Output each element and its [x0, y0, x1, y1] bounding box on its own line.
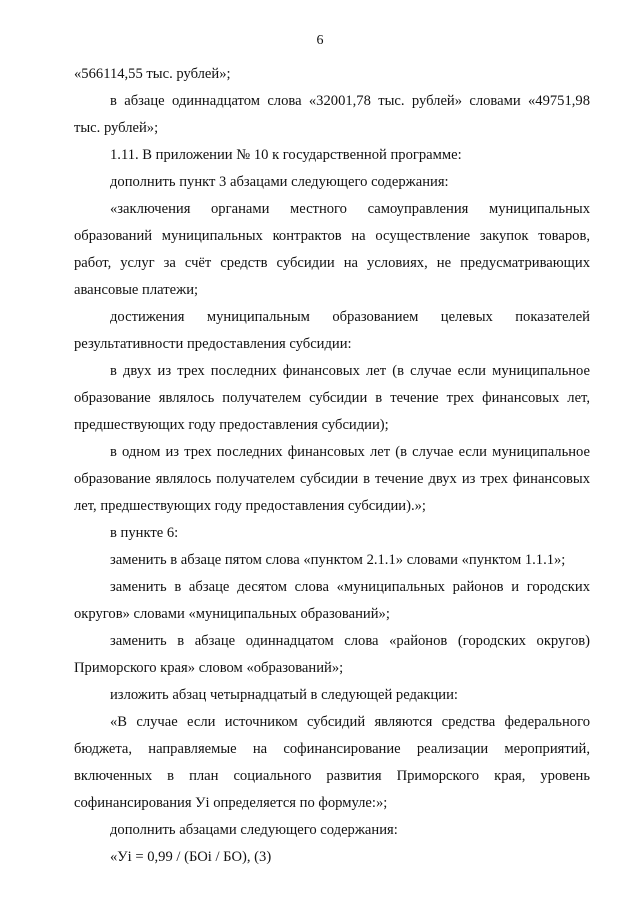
page-number: 6 — [316, 33, 324, 48]
paragraph-amount-1: «566114,55 тыс. рублей»; — [74, 66, 231, 82]
document-body — [74, 61, 590, 871]
formula-line: «Уi = 0,99 / (БОi / БО), (3) — [110, 849, 272, 865]
paragraph-federal-budget: «В случае если источником субсидий являются средства федерального бюджета, направляемые на софинансирование реализации мероприятий, включенных в план социального развития Приморского края, уровень софинансирования Уi определяется по формуле:»; — [74, 714, 590, 811]
paragraph-section-1-11: 1.11. В приложении № 10 к государственной программе: — [110, 147, 462, 163]
paragraph-point-6: в пункте 6: — [110, 525, 179, 541]
paragraph-restate-14th: изложить абзац четырнадцатый в следующей редакции: — [110, 687, 458, 703]
paragraph-one-of-three: в одном из трех последних финансовых лет (в случае если муниципальное образование являлось получателем субсидии в течение двух из трех финансовых лет, предшествующих году предоставления субсидии).»; — [74, 444, 590, 514]
paragraph-replace-10th: заменить в абзаце десятом слова «муниципальных районов и городских округов» словами «муниципальных образований»; — [74, 579, 590, 622]
paragraph-targets: достижения муниципальным образованием целевых показателей результативности предоставления субсидии: — [74, 309, 590, 352]
paragraph-add-point-3: дополнить пункт 3 абзацами следующего содержания: — [110, 174, 449, 190]
paragraph-two-of-three: в двух из трех последних финансовых лет (в случае если муниципальное образование являлось получателем субсидии в течение трех финансовых лет, предшествующих году предоставления субсидии); — [74, 363, 590, 433]
paragraph-add-paragraphs: дополнить абзацами следующего содержания: — [110, 822, 398, 838]
paragraph-contracts: «заключения органами местного самоуправления муниципальных образований муниципальных контрактов на осуществление закупок товаров, работ, услуг за счёт средств субсидии на условиях, не предусматривающих авансовые платежи; — [74, 201, 590, 298]
paragraph-amendment-11th: в абзаце одиннадцатом слова «32001,78 тыс. рублей» словами «49751,98 тыс. рублей»; — [74, 93, 590, 136]
paragraph-replace-5th: заменить в абзаце пятом слова «пунктом 2.1.1» словами «пунктом 1.1.1»; — [110, 552, 566, 568]
paragraph-replace-11th: заменить в абзаце одиннадцатом слова «районов (городских округов) Приморского края» словом «образований»; — [74, 633, 590, 676]
